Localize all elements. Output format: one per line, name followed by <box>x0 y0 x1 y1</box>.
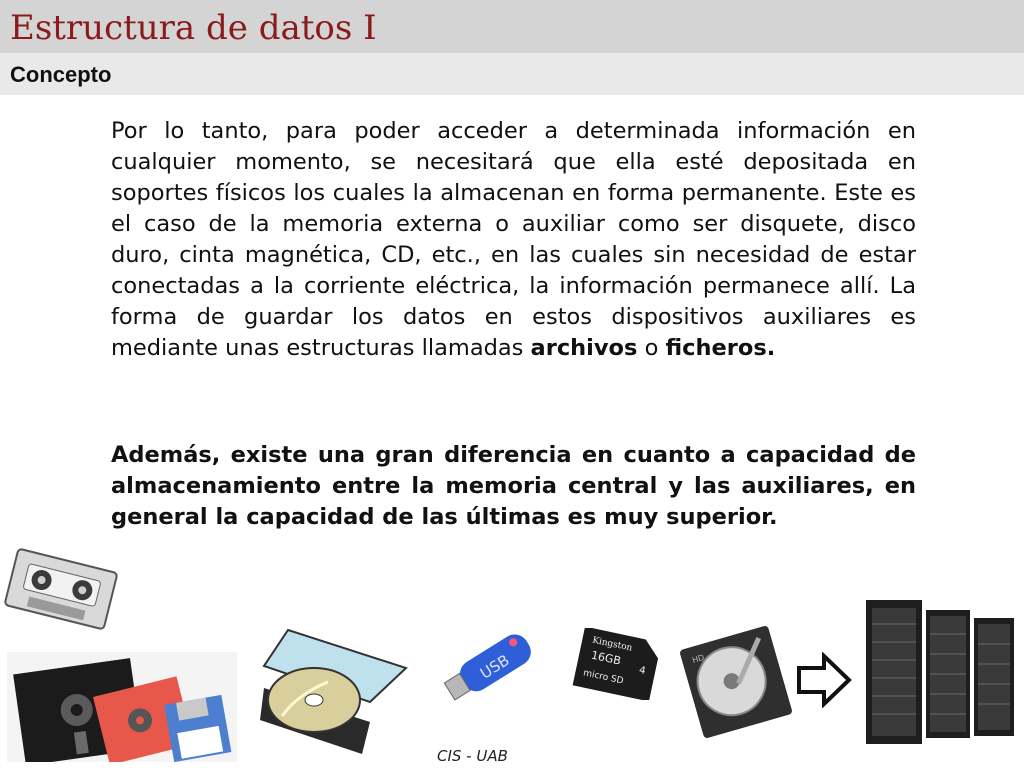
floppy-disks-image <box>7 652 237 762</box>
sd-brand: Kingston <box>591 635 634 654</box>
title-bar <box>0 0 1024 53</box>
hard-disk-image <box>678 626 794 738</box>
term-ficheros: ficheros. <box>665 335 776 361</box>
microsd-card-image <box>570 628 664 700</box>
cassette-tape-image <box>2 548 120 630</box>
right-arrow-icon <box>796 652 852 708</box>
cd-case-image <box>258 628 408 756</box>
term-archivos: archivos <box>530 335 638 361</box>
sd-type: micro SD <box>582 668 625 687</box>
sd-class: 4 <box>638 664 647 677</box>
footer-text: CIS - UAB <box>437 747 508 765</box>
usb-drive-image <box>440 615 544 715</box>
connector-word: o <box>637 335 666 361</box>
paragraph-storage <box>111 116 916 364</box>
paragraph-storage-text: Por lo tanto, para poder acceder a determinada información en cualquier momento, se necesitará que ella esté depositada en soportes físicos los cuales la almacenan en forma permanente. Este es el caso de la memoria externa o auxiliar como ser disquete, disco duro, cinta magnética, CD, etc., en las cuales sin necesidad de estar conectadas a la corriente eléctrica, la información permanece allí. La forma de guardar los datos en estos dispositivos auxiliares es mediante unas estructuras llamadas <box>111 118 916 361</box>
slide-title: Estructura de datos I <box>10 8 377 48</box>
paragraph-capacity: Además, existe una gran diferencia en cuanto a capacidad de almacenamiento entre la memoria central y las auxiliares, en general la capacidad de las últimas es muy superior. <box>111 442 916 530</box>
usb-label: USB <box>476 651 513 683</box>
sd-capacity: 16GB <box>589 648 623 668</box>
disk-label: HD <box>691 652 706 666</box>
server-racks-image <box>866 600 1018 744</box>
subtitle-bar <box>0 53 1024 95</box>
slide-subtitle: Concepto <box>10 62 112 87</box>
